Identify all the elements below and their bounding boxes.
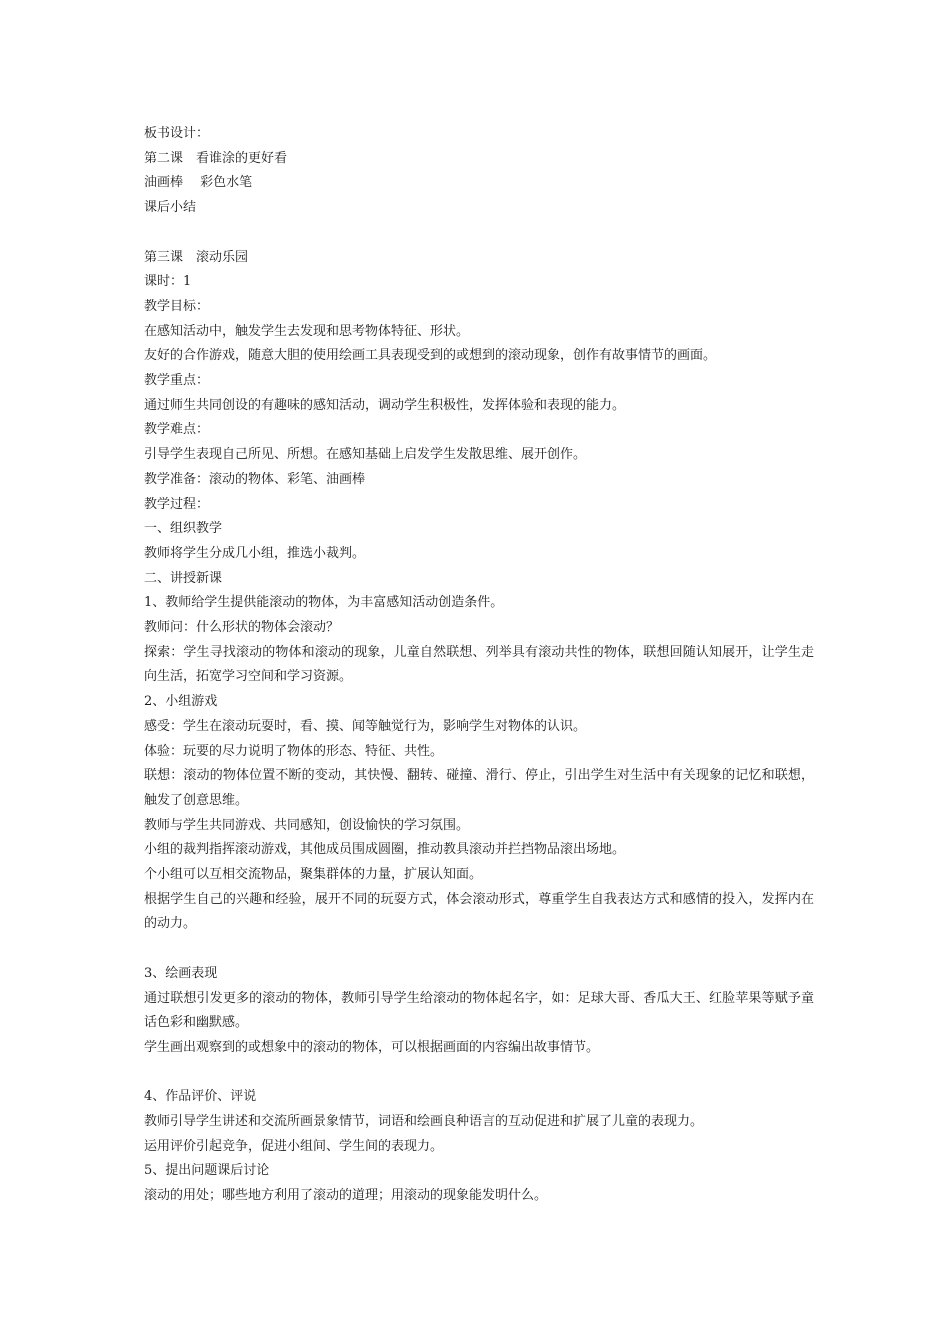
board-design-heading: 板书设计： [144, 126, 210, 141]
board-design-lesson-title: 第二课 看谁涂的更好看 [144, 150, 288, 166]
experience-paragraph: 体验：玩要的尽力说明了物体的形态、特征、共性。 [144, 743, 444, 759]
lesson-title: 第三课 滚动乐园 [144, 249, 249, 265]
difficulty-heading: 教学难点： [144, 422, 210, 438]
spacer [144, 221, 814, 246]
associate-paragraph: 联想：滚动的物体位置不断的变动，其快慢、翻转、碰撞、滑行、停止，引出学生对生活中有关现象的记忆和联想，触发了创意思维。 [144, 768, 814, 808]
document-page [144, 122, 814, 1209]
spacer [144, 937, 814, 962]
evaluate-paragraph: 运用评价引起竞争，促进小组间、学生间的表现力。 [144, 1138, 444, 1154]
discussion-paragraph: 滚动的用处；哪些地方利用了滚动的道理；用滚动的现象能发明什么。 [144, 1188, 548, 1204]
item-4: 4、作品评价、评说 [144, 1089, 257, 1105]
explore-paragraph: 探索：学生寻找滚动的物体和滚动的现象，儿童自然联想、列举具有滚动共性的物体，联想回随认知展开，让学生走向生活，拓宽学习空间和学习资源。 [144, 644, 814, 685]
referee-paragraph: 小组的裁判指挥滚动游戏，其他成员围成圆圈，推动教具滚动并拦挡物品滚出场地。 [144, 842, 626, 858]
difficulty-text: 引导学生表现自己所见、所想。在感知基础上启发学生发散思维、展开创作。 [144, 447, 587, 463]
step-two-title: 二、讲授新课 [144, 570, 223, 586]
teacher-question: 教师问：什么形状的物体会滚动？ [144, 620, 340, 636]
board-design-tools: 油画棒 彩色水笔 [144, 175, 253, 191]
together-paragraph: 教师与学生共同游戏、共同感知，创设愉快的学习氛围。 [144, 817, 470, 833]
item-2: 2、小组游戏 [144, 694, 218, 710]
goals-heading: 教学目标： [144, 298, 210, 314]
step-one-title: 一、组织教学 [144, 521, 223, 537]
describe-paragraph: 教师引导学生讲述和交流所画景象情节，词语和绘画良种语言的互动促进和扩展了儿童的表现力。 [144, 1114, 704, 1130]
preparation: 教学准备：滚动的物体、彩笔、油画棒 [144, 471, 366, 487]
goal-2: 友好的合作游戏，随意大胆的使用绘画工具表现受到的或想到的滚动现象，创作有故事情节的画面。 [144, 348, 717, 364]
board-design-summary: 课后小结 [144, 200, 197, 216]
process-heading: 教学过程： [144, 496, 210, 512]
goal-1: 在感知活动中，触发学生去发现和思考物体特征、形状。 [144, 323, 470, 339]
spacer [144, 1061, 814, 1086]
drawing-paragraph: 学生画出观察到的或想象中的滚动的物体，可以根据画面的内容编出故事情节。 [144, 1039, 600, 1055]
key-text: 通过师生共同创设的有趣味的感知活动，调动学生积极性，发挥体验和表现的能力。 [144, 397, 626, 413]
item-5: 5、提出问题课后讨论 [144, 1163, 270, 1179]
item-3: 3、绘画表现 [144, 965, 218, 981]
feel-paragraph: 感受：学生在滚动玩耍时，看、摸、闻等触觉行为，影响学生对物体的认识。 [144, 718, 587, 734]
naming-paragraph: 通过联想引发更多的滚动的物体，教师引导学生给滚动的物体起名字，如：足球大哥、香瓜大王、红脸苹果等赋予童话色彩和幽默感。 [144, 990, 814, 1031]
interest-paragraph: 根据学生自己的兴趣和经验，展开不同的玩耍方式，体会滚动形式，尊重学生自我表达方式和感情的投入，发挥内在的动力。 [144, 891, 814, 932]
exchange-paragraph: 个小组可以互相交流物品，聚集群体的力量，扩展认知面。 [144, 867, 483, 883]
lesson-hours: 课时：1 [144, 274, 192, 290]
step-one-text: 教师将学生分成几小组，推选小裁判。 [144, 545, 366, 561]
item-1: 1、教师给学生提供能滚动的物体，为丰富感知活动创造条件。 [144, 595, 504, 611]
key-heading: 教学重点： [144, 373, 210, 389]
